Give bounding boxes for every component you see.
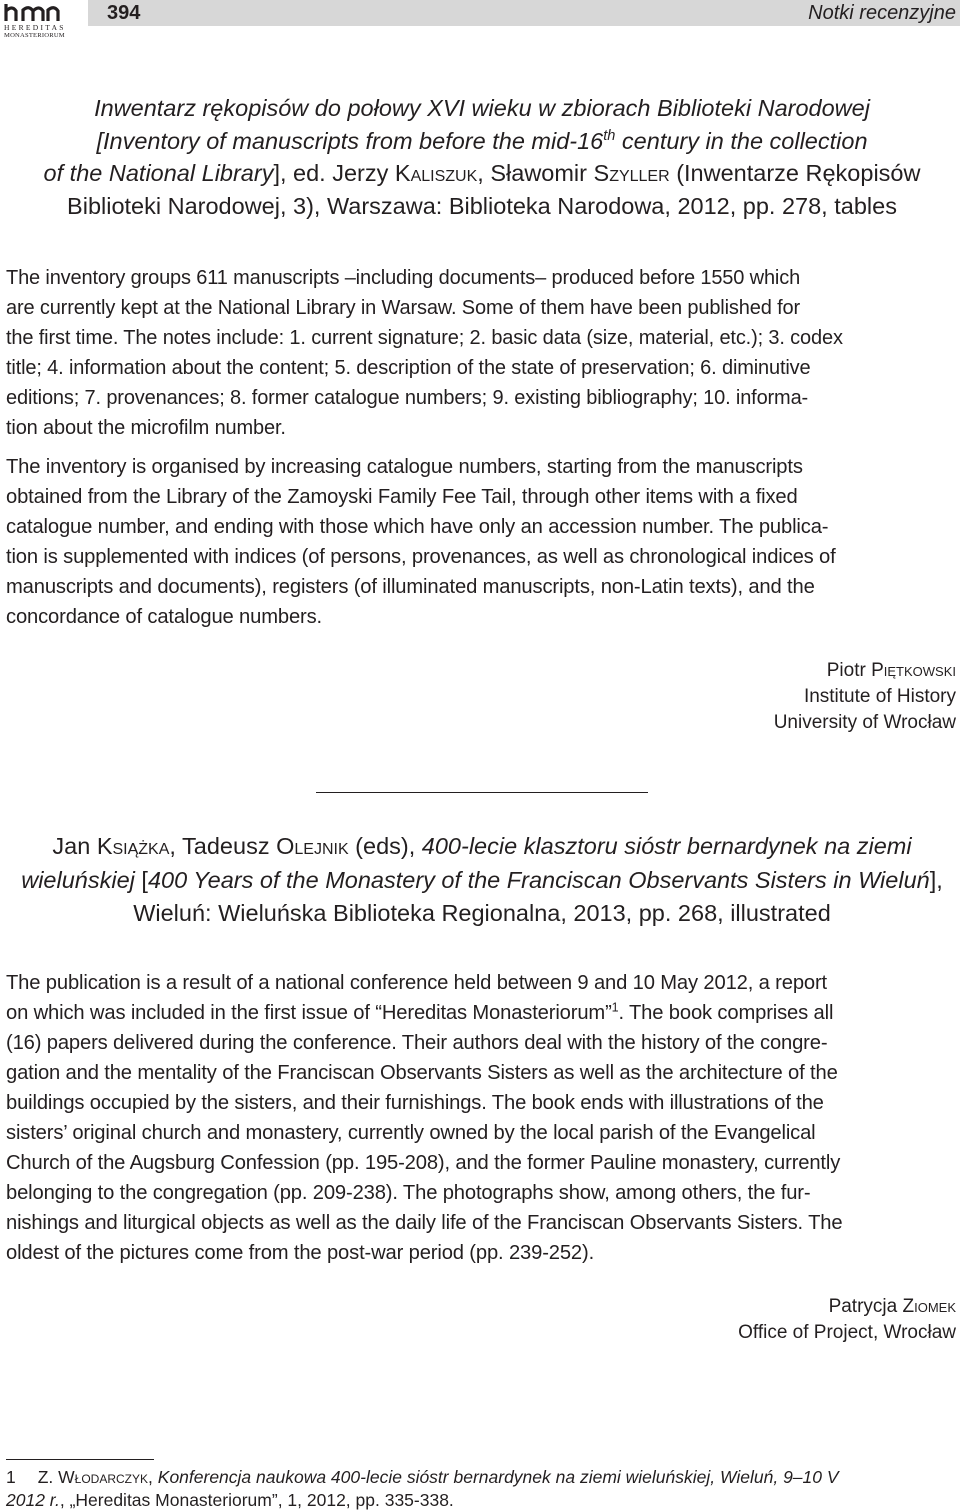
review2-author1-first: Jan xyxy=(52,833,97,859)
footnote-ref: 1 xyxy=(611,1000,619,1015)
paragraph-line: nishings and liturgical objects as well as the daily life of the Franciscan Observants Sisters. The xyxy=(6,1212,843,1234)
review1-paragraph1 xyxy=(6,263,958,443)
running-title: Notki recenzyjne xyxy=(808,2,956,24)
reviewer1-surname: Piętkowski xyxy=(871,660,956,681)
paragraph-line: gation and the mentality of the Franciscan Observants Sisters as well as the architecture of the xyxy=(6,1062,838,1084)
review1-editor1-surname: Kaliszuk xyxy=(394,160,478,186)
footnote xyxy=(6,1466,958,1512)
paragraph-line-part: . The book comprises all xyxy=(618,1002,834,1024)
review2-eds: (eds), xyxy=(348,833,422,859)
paragraph-line: concordance of catalogue numbers. xyxy=(6,606,323,628)
review1-title-line3b: ], ed. Jerzy xyxy=(273,160,395,186)
review1-title-line3d: (Inwentarze Rękopisów xyxy=(669,160,921,186)
footnote-rest: , „Hereditas Monasteriorum”, 1, 2012, pp. 335-338. xyxy=(59,1490,454,1510)
review1-title-line4: Biblioteki Narodowej, 3), Warszawa: Biblioteka Narodowa, 2012, pp. 278, tables xyxy=(67,192,897,219)
paragraph-line: tion about the microfilm number. xyxy=(6,417,286,439)
review2-author2-surname: Olejnik xyxy=(276,833,349,859)
paragraph-line: title; 4. information about the content; 5. description of the state of preservation; 6. diminutive xyxy=(6,357,811,379)
review2-signature xyxy=(4,1294,956,1346)
paragraph-line: The publication is a result of a national conference held between 9 and 10 May 2012, a report xyxy=(6,972,828,994)
paragraph-line: oldest of the pictures come from the post-war period (pp. 239-252). xyxy=(6,1242,595,1264)
review2-title-line2-end: ], xyxy=(929,866,943,893)
logo-text-monasteriorum: MONASTERIORUM xyxy=(4,32,65,39)
review2-title-line2a: wieluńskiej xyxy=(21,866,135,893)
review1-title-line1: Inwentarz rękopisów do połowy XVI wieku w zbiorach Biblioteki Narodowej xyxy=(94,95,870,121)
paragraph-line: tion is supplemented with indices (of persons, provenances, as well as chronological indices of xyxy=(6,546,836,568)
review1-title-line3a: of the National Library xyxy=(43,160,274,186)
footnote-author-initial: Z. xyxy=(37,1467,59,1487)
review1-title-line2a: [Inventory of manuscripts from before the mid-16 xyxy=(96,127,604,154)
paragraph-line: editions; 7. provenances; 8. former catalogue numbers; 9. existing bibliography; 10. informa- xyxy=(6,387,809,409)
reviewer2-first-name: Patrycja xyxy=(828,1296,903,1317)
review1-editor2-surname: Szyller xyxy=(593,160,670,186)
review1-title-line2b: century in the collection xyxy=(615,127,868,154)
paragraph-line-part: on which was included in the first issue of “Hereditas Monasteriorum” xyxy=(6,1002,612,1024)
section-divider xyxy=(316,792,648,793)
page-number: 394 xyxy=(107,2,141,24)
paragraph-line: (16) papers delivered during the conference. Their authors deal with the history of the congre- xyxy=(6,1032,828,1054)
footnote-separator: , xyxy=(148,1467,158,1487)
paragraph-line: The inventory is organised by increasing catalogue numbers, starting from the manuscripts xyxy=(6,456,803,478)
review2-title-bracket: [ xyxy=(134,866,148,893)
reviewer1-affiliation2: University of Wrocław xyxy=(773,712,956,733)
reviewer1-first-name: Piotr xyxy=(826,660,872,681)
review2-heading xyxy=(6,830,958,931)
paragraph-line: Church of the Augsburg Confession (pp. 195-208), and the former Pauline monastery, currently xyxy=(6,1152,841,1174)
footnote-author-surname: Włodarczyk xyxy=(58,1467,149,1487)
paragraph-line: the first time. The notes include: 1. current signature; 2. basic data (size, material, etc.); 3. codex xyxy=(6,327,843,349)
review1-heading xyxy=(6,92,958,222)
review2-paragraph xyxy=(6,968,958,1268)
review2-title-line3: Wieluń: Wieluńska Biblioteka Regionalna, 2013, pp. 268, illustrated xyxy=(133,900,831,926)
journal-logo xyxy=(4,2,64,42)
review2-author1-surname: Książka xyxy=(96,833,170,859)
review1-title-line3c: , Sławomir xyxy=(477,160,594,186)
logo-text-hereditas: HEREDITAS xyxy=(4,23,66,32)
page-header xyxy=(0,0,960,44)
paragraph-line: obtained from the Library of the Zamoyski Family Fee Tail, through other items with a fixed xyxy=(6,486,798,508)
review2-title-line1: 400-lecie klasztoru sióstr bernardynek na ziemi xyxy=(421,833,912,859)
review1-title-sup: th xyxy=(603,127,616,144)
review2-title-line2b: 400 Years of the Monastery of the Franciscan Observants Sisters in Wieluń xyxy=(147,866,930,893)
reviewer1-affiliation1: Institute of History xyxy=(803,686,956,707)
reviewer2-affiliation: Office of Project, Wrocław xyxy=(738,1322,956,1343)
hm-logo-icon xyxy=(4,2,64,22)
paragraph-line: buildings occupied by the sisters, and their furnishings. The book ends with illustrations of the xyxy=(6,1092,824,1114)
footnote-title-line2: 2012 r. xyxy=(6,1490,60,1510)
footnote-number: 1 xyxy=(6,1467,16,1487)
paragraph-line: The inventory groups 611 manuscripts –including documents– produced before 1550 which xyxy=(6,267,801,289)
reviewer2-surname: Ziomek xyxy=(902,1296,956,1317)
paragraph-line: sisters’ original church and monastery, currently owned by the local parish of the Evangelical xyxy=(6,1122,816,1144)
footnote-rule xyxy=(6,1459,154,1460)
paragraph-line: belonging to the congregation (pp. 209-238). The photographs show, among others, the fur- xyxy=(6,1182,811,1204)
paragraph-line: catalogue number, and ending with those which have only an accession number. The publica- xyxy=(6,516,829,538)
paragraph-line: are currently kept at the National Library in Warsaw. Some of them have been published for xyxy=(6,297,800,319)
review1-paragraph2 xyxy=(6,452,958,632)
paragraph-line: manuscripts and documents), registers (of illuminated manuscripts, non-Latin texts), and the xyxy=(6,576,815,598)
review2-author-separator: , Tadeusz xyxy=(169,833,277,859)
review1-signature xyxy=(4,658,956,736)
footnote-title-line1: Konferencja naukowa 400-lecie sióstr bernardynek na ziemi wieluńskiej, Wieluń, 9–10 V xyxy=(157,1467,839,1487)
